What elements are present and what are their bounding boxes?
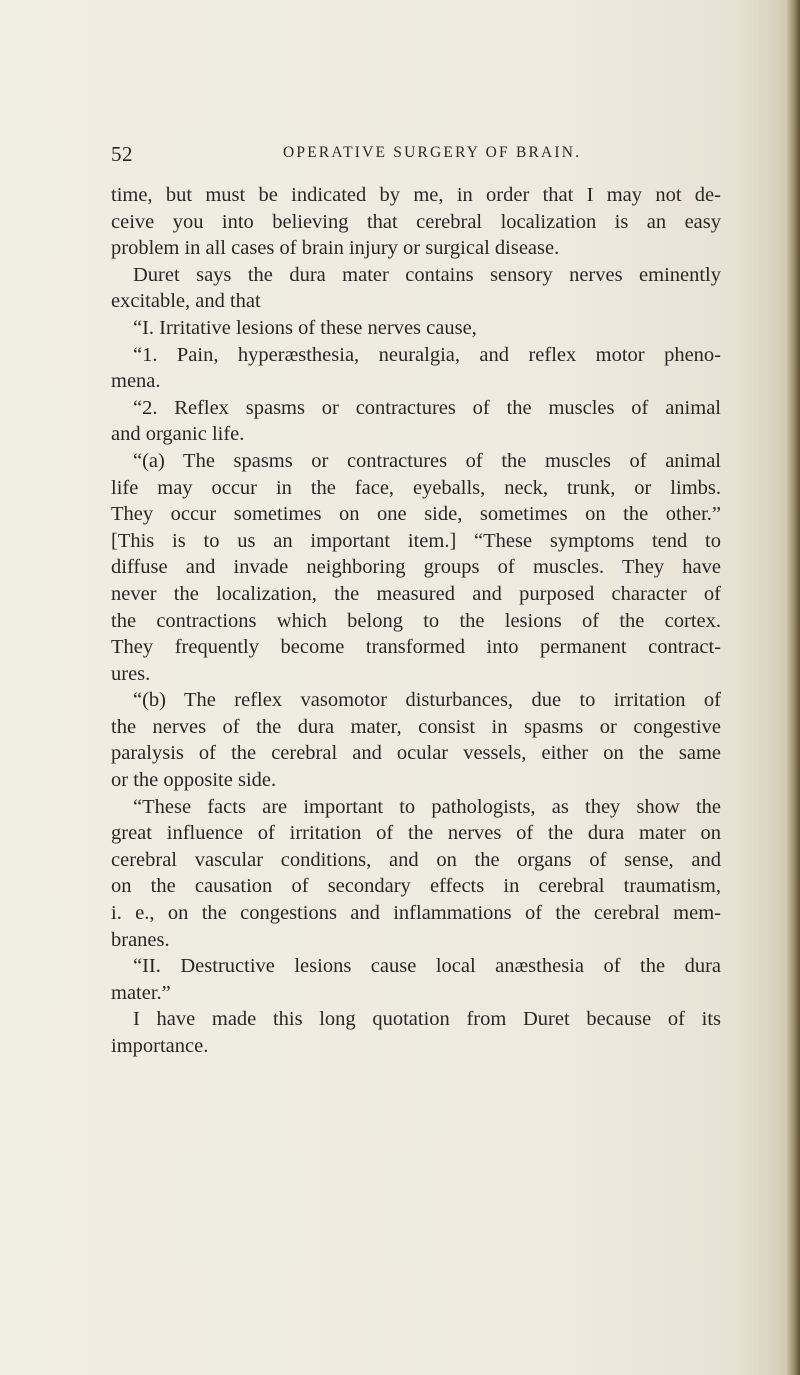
text-line: ceive you into believing that cerebral localization is an easy <box>111 210 721 233</box>
page-edge-shadow <box>786 0 800 1375</box>
text-line: on the causation of secondary effects in cerebral traumatism, <box>111 875 721 898</box>
text-line: time, but must be indicated by me, in order that I may not de- <box>111 184 721 206</box>
text-line: “II. Destructive lesions cause local anæsthesia of the dura <box>133 955 721 978</box>
text-line: life may occur in the face, eyeballs, neck, trunk, or limbs. <box>111 476 721 499</box>
text-line: importance. <box>111 1035 209 1057</box>
text-line: great influence of irritation of the nerves of the dura mater on <box>111 822 721 845</box>
text-line: mena. <box>111 370 161 393</box>
text-line: I have made this long quotation from Duret because of its <box>133 1008 721 1031</box>
text-line: i. e., on the congestions and inflammations of the cerebral mem- <box>111 902 721 925</box>
text-line: “2. Reflex spasms or contractures of the muscles of animal <box>133 396 721 419</box>
text-line: the nerves of the dura mater, consist in spasms or congestive <box>111 715 721 738</box>
text-line: cerebral vascular conditions, and on the organs of sense, and <box>111 848 721 871</box>
text-line: paralysis of the cerebral and ocular vessels, either on the same <box>111 742 721 765</box>
text-line: branes. <box>111 928 170 951</box>
running-head: OPERATIVE SURGERY OF BRAIN. <box>283 144 582 161</box>
text-line: They occur sometimes on one side, sometimes on the other.” <box>111 503 721 526</box>
text-line: Duret says the dura mater contains sensory nerves eminently <box>133 263 721 286</box>
page-number: 52 <box>111 142 133 166</box>
text-line: “I. Irritative lesions of these nerves cause, <box>133 316 477 339</box>
text-line: diffuse and invade neighboring groups of muscles. They have <box>111 556 721 579</box>
text-line: excitable, and that <box>111 290 261 313</box>
text-line: and organic life. <box>111 423 245 446</box>
text-line: “(a) The spasms or contractures of the muscles of animal <box>133 449 721 472</box>
text-line: “(b) The reflex vasomotor disturbances, due to irritation of <box>133 689 721 712</box>
text-line: the contractions which belong to the lesions of the cortex. <box>111 609 721 632</box>
page-header <box>111 142 721 166</box>
text-line: “1. Pain, hyperæsthesia, neuralgia, and reflex motor pheno- <box>133 343 721 366</box>
text-line: problem in all cases of brain injury or surgical disease. <box>111 237 560 260</box>
text-line: ures. <box>111 662 151 685</box>
text-line: “These facts are important to pathologists, as they show the <box>133 795 721 818</box>
text-line: or the opposite side. <box>111 769 277 792</box>
text-line: They frequently become transformed into permanent contract- <box>111 636 721 659</box>
body-text <box>111 182 721 1060</box>
text-line: mater.” <box>111 981 171 1004</box>
text-line: never the localization, the measured and purposed character of <box>111 582 721 605</box>
text-line: [This is to us an important item.] “These symptoms tend to <box>111 529 721 552</box>
